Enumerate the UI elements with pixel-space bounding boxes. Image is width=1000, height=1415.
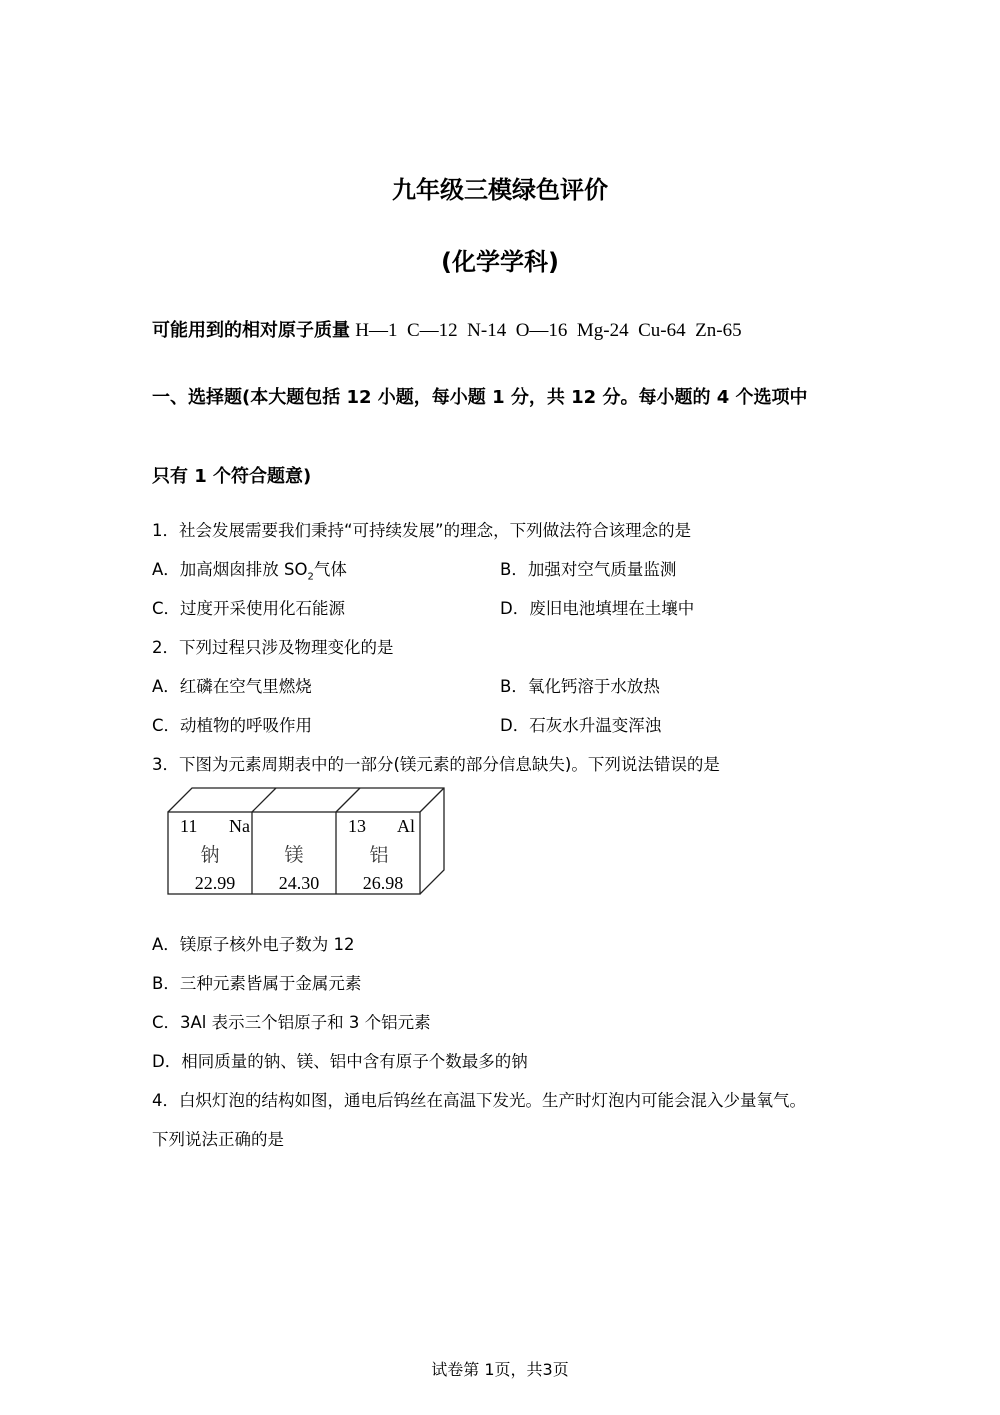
q2-option-d: D．石灰水升温变浑浊 — [500, 716, 662, 735]
q1-option-a-suffix: 气体 — [313, 560, 347, 579]
q1-option-d: D．废旧电池填埋在土壤中 — [500, 599, 695, 618]
q3-stem: 3．下图为元素周期表中的一部分(镁元素的部分信息缺失)。下列说法错误的是 — [152, 755, 720, 774]
q4-stem-line2: 下列说法正确的是 — [152, 1130, 284, 1149]
al-name: 铝 — [369, 844, 389, 866]
q3-option-c: C．3Al 表示三个铝原子和 3 个铝元素 — [152, 1013, 431, 1032]
q1-option-b: B．加强对空气质量监测 — [500, 560, 677, 579]
mg-mass: 24.30 — [278, 873, 320, 893]
q3-option-a: A．镁原子核外电子数为 12 — [152, 935, 355, 954]
q1-option-c: C．过度开采使用化石能源 — [152, 599, 346, 618]
na-atomic-number: 11 — [180, 816, 198, 836]
q1-option-a — [152, 556, 347, 582]
q3-option-b: B．三种元素皆属于金属元素 — [152, 974, 362, 993]
na-name: 钠 — [200, 844, 220, 866]
periodic-table-figure — [160, 780, 455, 900]
q2-stem: 2．下列过程只涉及物理变化的是 — [152, 638, 394, 657]
na-symbol: Na — [229, 816, 250, 836]
section-heading-line1: 一、选择题(本大题包括 12 小题，每小题 1 分，共 12 分。每小题的 4 个选项中 — [152, 387, 808, 408]
page-subtitle: (化学学科) — [441, 248, 559, 276]
page-footer: 试卷第 1页，共3页 — [431, 1360, 569, 1379]
q3-option-d: D．相同质量的钠、镁、铝中含有原子个数最多的钠 — [152, 1052, 528, 1071]
q2-option-a: A．红磷在空气里燃烧 — [152, 677, 312, 696]
al-atomic-number: 13 — [348, 816, 366, 836]
atomic-mass-label: 可能用到的相对原子质量 — [152, 320, 350, 341]
q2-option-b: B．氧化钙溶于水放热 — [500, 677, 660, 696]
q4-stem-line1: 4．白炽灯泡的结构如图，通电后钨丝在高温下发光。生产时灯泡内可能会混入少量氧气。 — [152, 1091, 806, 1110]
na-mass: 22.99 — [194, 873, 236, 893]
atomic-mass-values: H—1 C—12 N-14 O—16 Mg-24 Cu-64 Zn-65 — [355, 320, 742, 341]
atomic-mass-line — [152, 316, 742, 342]
al-mass: 26.98 — [362, 873, 404, 893]
mg-name: 镁 — [284, 844, 304, 866]
page-title: 九年级三模绿色评价 — [392, 176, 608, 204]
q1-stem: 1．社会发展需要我们秉持“可持续发展”的理念，下列做法符合该理念的是 — [152, 521, 692, 540]
q1-option-a-subscript: 2 — [307, 571, 314, 583]
q2-option-c: C．动植物的呼吸作用 — [152, 716, 313, 735]
section-heading-line2: 只有 1 个符合题意) — [152, 466, 312, 487]
al-symbol: Al — [397, 816, 415, 836]
q1-option-a-text: A．加高烟囱排放 SO — [152, 560, 308, 579]
